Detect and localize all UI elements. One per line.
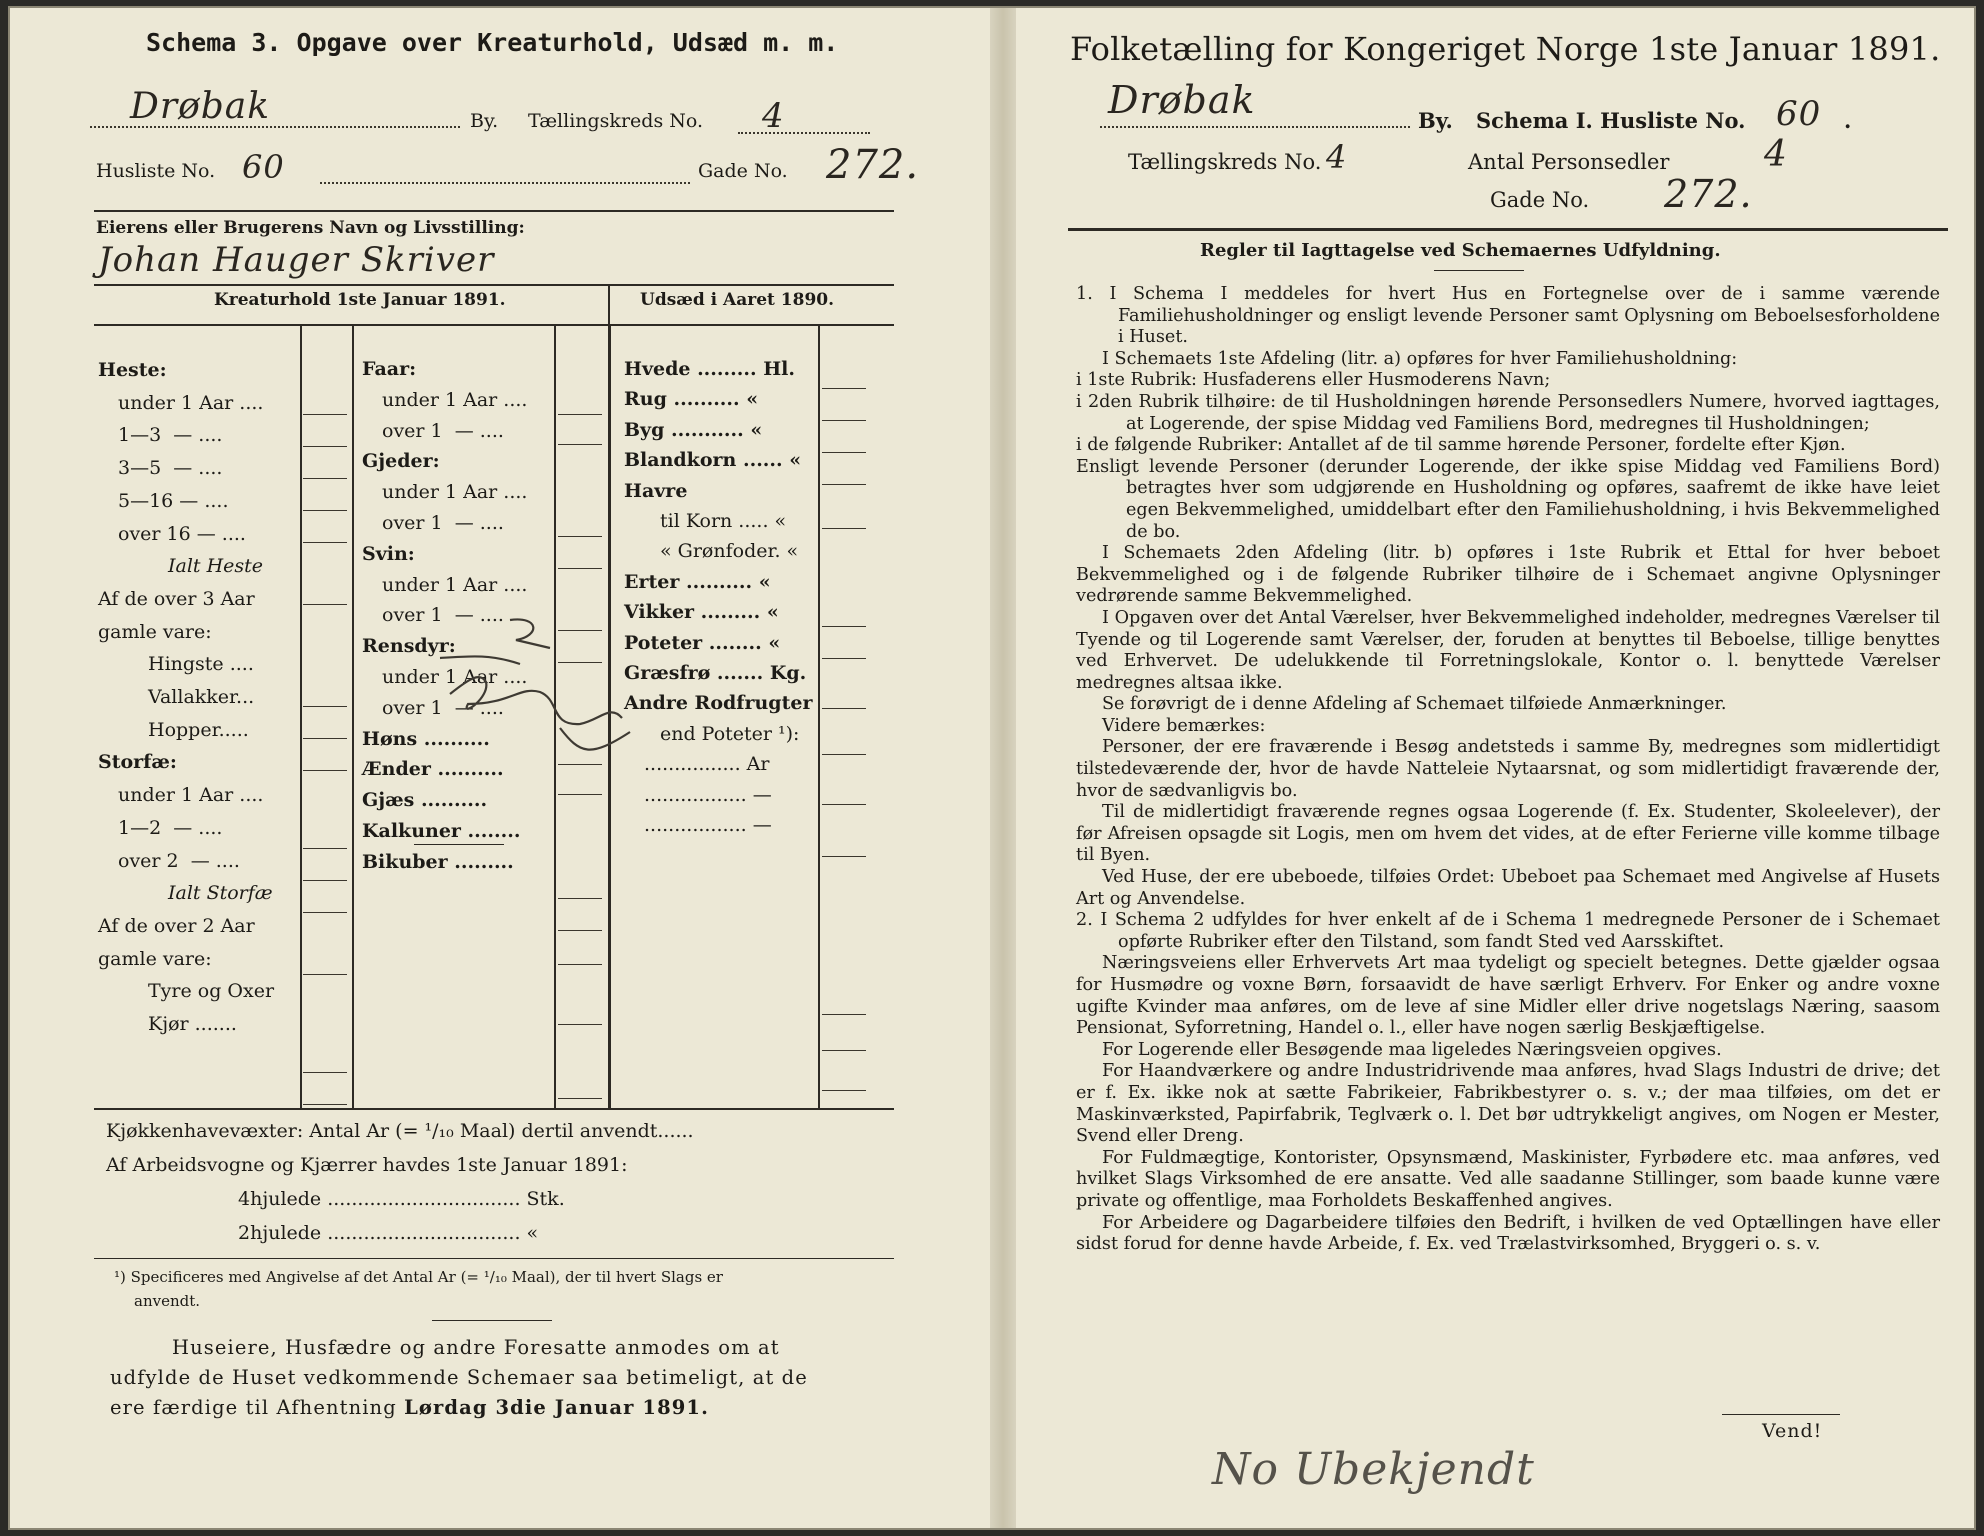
form-row: Erter .......... «	[624, 570, 771, 593]
separator	[414, 844, 504, 845]
hjul4-line: 4hjulede ................................ Stk.	[238, 1188, 565, 1210]
notice-deadline: Lørdag 3die Januar 1891.	[404, 1396, 709, 1419]
rule-paragraph: Personer, der ere fraværende i Besøg andetsteds i samme By, medregnes som midlertidigt tilstedeværende der, hvor de havde Natteleie Nytaarsnat, og som midlertidigt fraværende der, hvor de sædvanligvis bo.	[1076, 737, 1940, 801]
rule-paragraph: For Logerende eller Besøgende maa ligeledes Næringsveien opgives.	[1102, 1039, 1722, 1060]
form-row: under 1 Aar ....	[118, 391, 264, 414]
kjokken-line: Kjøkkenhavevæxter: Antal Ar (= ¹/₁₀ Maal) dertil anvendt......	[106, 1120, 694, 1142]
rule-paragraph: For Fuldmægtige, Kontorister, Opsynsmænd, Maskinister, Fyrbødere etc. maa anføres, ved hvilket Slags Virksomhed de ere ansatte. Ved alle saadanne Stillinger, som baade kunne være private og offentlige, maa Forholdets Beskaffenhed angives.	[1076, 1147, 1940, 1211]
town-dotted-line	[1100, 126, 1410, 128]
blank	[558, 898, 602, 899]
kreatur-column-1	[98, 354, 274, 1041]
rule-paragraph: Til de midlertidigt fraværende regnes ogsaa Logerende (f. Ex. Studenter, Skoleelever), der før Afreisen opsagde sit Logis, men om hvem det vides, at de efter Ferierne ville komme tilbage til Byen.	[1076, 802, 1940, 866]
notice-line-3-text: ere færdige til Afhentning	[110, 1396, 405, 1419]
rule-paragraph: For Arbeidere og Dagarbeidere tilføies den Bedrift, i hvilken de ved Optællingen have eller sidst forud for denne havde Arbeide, f. Ex. ved Trælastvirksomhed, Bryggeri o. s. v.	[1076, 1212, 1940, 1255]
rule-paragraph: I Schemaets 1ste Afdeling (litr. a) opføres for hver Familiehusholdning:	[1102, 348, 1738, 369]
antal-label: Antal Personsedler	[1468, 150, 1670, 174]
form-row: Hopper.....	[148, 718, 249, 741]
kreds-label: Tællingskreds No.	[528, 110, 703, 132]
rule-paragraph: Videre bemærkes:	[1102, 715, 1266, 736]
antal-handwritten: 4	[1764, 134, 1788, 175]
kreds-dotted-line	[738, 132, 870, 134]
blank	[822, 626, 866, 627]
rule-paragraph: I Schemaets 2den Afdeling (litr. b) opføres i 1ste Rubrik et Ettal for hver beboet Bekvemmelighed og i de følgende Rubriker tilhøire de i Schemaet angivne Oplysninger vedrørende samme Bekvemmelighed.	[1076, 543, 1940, 607]
form-row: Poteter ........ «	[624, 631, 781, 654]
blank	[822, 804, 866, 805]
blank	[303, 880, 347, 881]
blank	[303, 912, 347, 913]
form-row: over 1 — ....	[382, 604, 504, 627]
form-row: over 1 — ....	[382, 511, 504, 534]
form-row: ................ Ar	[644, 753, 770, 776]
form-row: over 16 — ....	[118, 522, 246, 545]
husliste-handwritten: 60	[1776, 94, 1822, 134]
form-row: Vallakker...	[148, 686, 255, 709]
form-row: Hingste ....	[148, 653, 254, 676]
blank	[303, 706, 347, 707]
rule-footnote	[94, 1258, 894, 1259]
rules-separator	[1434, 270, 1524, 271]
rule-table-bottom	[94, 1108, 894, 1110]
rule-paragraph: i de følgende Rubriker: Antallet af de til samme hørende Personer, fordelte efter Kjøn.	[1076, 435, 1846, 456]
form-row: under 1 Aar ....	[118, 784, 264, 807]
blank	[303, 542, 347, 543]
blank	[822, 452, 866, 453]
kreds-handwritten: 4	[1326, 138, 1348, 176]
form-row: Rug .......... «	[624, 388, 759, 411]
hjul2-line: 2hjulede ................................ «	[238, 1222, 539, 1244]
schema3-title: Schema 3. Opgave over Kreaturhold, Udsæd m. m.	[146, 28, 839, 57]
form-row: Ialt Storfæ	[168, 882, 273, 905]
census-title: Folketælling for Kongeriget Norge 1ste Januar 1891.	[1070, 30, 1941, 68]
form-row: gamle vare:	[98, 947, 212, 970]
husliste-dotted-line	[320, 182, 690, 184]
form-row: Byg ........... «	[624, 418, 763, 441]
form-row: over 2 — ....	[118, 849, 240, 872]
blank	[558, 1024, 602, 1025]
rules-title: Regler til Iagttagelse ved Schemaernes Udfyldning.	[1200, 240, 1721, 261]
blank	[303, 604, 347, 605]
form-row: 1—2 — ....	[118, 816, 223, 839]
form-row: Ænder ..........	[362, 758, 504, 781]
rule-table-top	[94, 284, 894, 286]
blank	[558, 536, 602, 537]
schema-husliste-label: Schema I. Husliste No.	[1476, 108, 1746, 133]
kreds-handwritten: 4	[762, 96, 785, 136]
udsaed-column	[624, 354, 812, 841]
town-handwritten: Drøbak	[1108, 78, 1256, 122]
town-dotted-line	[90, 126, 460, 128]
form-row: Ialt Heste	[168, 555, 264, 578]
form-row: Af de over 3 Aar	[98, 587, 255, 610]
blank	[303, 510, 347, 511]
blank	[822, 1014, 866, 1015]
blank	[558, 930, 602, 931]
pencil-scribble	[390, 608, 640, 798]
blank	[558, 414, 602, 415]
form-row: Faar:	[362, 358, 417, 380]
form-row: Høns ..........	[362, 727, 490, 750]
form-row: Af de over 2 Aar	[98, 914, 255, 937]
spine	[990, 8, 1016, 1528]
form-row: ................. —	[644, 783, 772, 806]
form-row: over 1 — ....	[382, 696, 504, 719]
col-divider-2	[352, 326, 354, 1108]
blank	[822, 484, 866, 485]
footnote-2: anvendt.	[134, 1292, 201, 1310]
blank	[303, 1072, 347, 1073]
gade-label: Gade No.	[1490, 188, 1590, 212]
form-row: 3—5 — ....	[118, 457, 223, 480]
arbeid-line: Af Arbeidsvogne og Kjærrer havdes 1ste Januar 1891:	[106, 1154, 628, 1176]
form-row: Hvede ......... Hl.	[624, 358, 795, 380]
rule-header-bottom	[94, 324, 894, 326]
header-divider	[608, 286, 610, 324]
husliste-label: Husliste No.	[96, 160, 216, 182]
blank	[822, 658, 866, 659]
blank	[822, 1050, 866, 1051]
blank	[558, 444, 602, 445]
form-row: Græsfrø ....... Kg.	[624, 662, 807, 685]
form-row: Kalkuner ........	[362, 819, 521, 842]
left-page	[10, 8, 990, 1528]
blank	[303, 738, 347, 739]
blank	[822, 528, 866, 529]
form-row: Rensdyr:	[362, 635, 456, 658]
census-sheet	[8, 6, 1976, 1530]
form-row: Gjæs ..........	[362, 789, 488, 812]
form-row: Havre	[624, 479, 688, 502]
rule-paragraph: 1. I Schema I meddeles for hvert Hus en Fortegnelse over de i samme værende Familiehusholdninger og ensligt levende Personer samt Oplysning om Beboelsesforholdene i Huset.	[1076, 284, 1940, 348]
blank	[822, 754, 866, 755]
kreds-label: Tællingskreds No.	[1128, 150, 1322, 174]
rule-paragraph: Ensligt levende Personer (derunder Logerende, der ikke spise Middag ved Familiens Bord) betragtes hver som udgjørende en Husholdning og opføres, saafremt de ikke have leiet egen Bekvemmelighed, umiddelbart efter den Familiehusholdning, i hvis Bekvemmelighed de bo.	[1076, 456, 1940, 542]
bottom-handwritten-note: No Ubekjendt	[1212, 1444, 1535, 1495]
form-row: til Korn ..... «	[660, 510, 787, 533]
form-row: Kjør .......	[148, 1013, 237, 1036]
gade-label: Gade No.	[698, 160, 788, 182]
by-label: By.	[470, 110, 499, 132]
form-row: Bikuber .........	[362, 850, 514, 873]
form-row: 5—16 — ....	[118, 489, 229, 512]
gade-handwritten: 272.	[1664, 172, 1753, 216]
husliste-handwritten: 60	[242, 148, 285, 186]
form-row: Heste:	[98, 359, 167, 381]
form-row: over 1 — ....	[382, 419, 504, 442]
form-row: ................. —	[644, 814, 772, 837]
husliste-period: .	[1844, 108, 1852, 133]
form-row: 1—3 — ....	[118, 424, 223, 447]
notice-line-3	[110, 1396, 709, 1419]
form-row: under 1 Aar ....	[382, 573, 528, 596]
form-row: under 1 Aar ....	[382, 665, 528, 688]
blank	[303, 1104, 347, 1105]
notice-line-1: Huseiere, Husfædre og andre Foresatte anmodes om at	[172, 1336, 780, 1359]
blank	[822, 420, 866, 421]
rule-paragraph: Ved Huse, der ere ubeboede, tilføies Ordet: Ubeboet paa Schemaet med Angivelse af Husets Art og Anvendelse.	[1076, 867, 1940, 909]
col-divider-5	[818, 326, 820, 1108]
form-row: under 1 Aar ....	[382, 481, 528, 504]
vend-label: Vend!	[1762, 1420, 1823, 1442]
rule-paragraph: 2. I Schema 2 udfyldes for hver enkelt af de i Schema 1 medregnede Personer de i Schemaet opførte Rubriker efter den Tilstand, som fandt Sted ved Aarsskiftet.	[1076, 910, 1940, 952]
form-row: Andre Rodfrugter	[624, 692, 813, 715]
blank	[558, 1098, 602, 1099]
rule-top	[94, 210, 894, 212]
blank	[303, 974, 347, 975]
rule-title	[1068, 228, 1948, 231]
blank	[303, 414, 347, 415]
rules-body	[1076, 284, 1940, 1256]
footnote-separator	[432, 1320, 552, 1321]
form-row: Gjeder:	[362, 450, 440, 473]
form-row: Svin:	[362, 542, 415, 565]
blank	[558, 964, 602, 965]
rule-paragraph: I Opgaven over det Antal Værelser, hver Bekvemmelighed indeholder, medregnes Værelser til Tyende og til Logerende samt Værelser, der, foruden at benyttes til Beboelse, tillige benyttes ved Erhvervet. De udelukkende til Forretningslokale, Kontor o. l. benyttede Værelser medregnes altsaa ikke.	[1076, 607, 1940, 693]
blank	[303, 848, 347, 849]
blank	[303, 770, 347, 771]
blank	[822, 1090, 866, 1091]
blank	[558, 568, 602, 569]
form-row: Vikker ......... «	[624, 601, 779, 624]
form-row: end Poteter ¹):	[660, 722, 800, 745]
form-row: Tyre og Oxer	[148, 980, 275, 1003]
owner-label: Eierens eller Brugerens Navn og Livsstilling:	[96, 218, 525, 238]
form-row: « Grønfoder. «	[660, 540, 799, 563]
form-row: under 1 Aar ....	[382, 388, 528, 411]
town-handwritten: Drøbak	[130, 86, 271, 127]
blank	[822, 708, 866, 709]
form-row: gamle vare:	[98, 620, 212, 643]
notice-line-2: udfylde de Huset vedkommende Schemaer saa betimeligt, at de	[110, 1366, 808, 1389]
rule-paragraph: i 1ste Rubrik: Husfaderens eller Husmoderens Navn;	[1076, 370, 1551, 391]
rule-paragraph: Næringsveiens eller Erhvervets Art maa tydeligt og specielt betegnes. Dette gjælder ogsaa for Husmødre og voxne Børn, forsaavidt de have særligt Erhverv. For Enker og andre voxne ugifte Kvinder maa anføres, om de leve af sine Midler eller drive nogetslags Næring, saasom Pensionat, Syforretning, Handel o. l., eller have nogen særlig Beskjæftigelse.	[1076, 953, 1940, 1039]
blank	[303, 478, 347, 479]
form-row: Storfæ:	[98, 751, 177, 774]
udsaed-header: Udsæd i Aaret 1890.	[640, 290, 835, 310]
owner-handwritten: Johan Hauger Skriver	[98, 240, 495, 280]
rule-paragraph: i 2den Rubrik tilhøire: de til Husholdningen hørende Personsedlers Numere, hvorved iagttages, at Logerende, der spise Middag ved Familiens Bord, medregnes til Husholdningen;	[1076, 391, 1940, 434]
vend-rule	[1722, 1414, 1840, 1415]
blank	[822, 856, 866, 857]
footnote-1: ¹) Specificeres med Angivelse af det Antal Ar (= ¹/₁₀ Maal), der til hvert Slags er	[114, 1268, 723, 1286]
blank	[822, 388, 866, 389]
col-divider-1	[300, 326, 302, 1108]
blank	[303, 446, 347, 447]
form-row: Blandkorn ...... «	[624, 449, 802, 472]
kreatur-header: Kreaturhold 1ste Januar 1891.	[214, 290, 506, 310]
right-page	[1016, 8, 1974, 1528]
rule-paragraph: For Haandværkere og andre Industridrivende maa anføres, hvad Slags Industri de drive; det er f. Ex. ikke nok at sætte Fabrikeier, Fabrikbestyrer o. s. v.; der maa tilføies, om det er Maskinværksted, Papirfabrik, Teglværk o. l. Det bør udtrykkeligt angives, om Nogen er Mester, Svend eller Dreng.	[1076, 1061, 1940, 1147]
by-label: By.	[1418, 108, 1453, 133]
rule-paragraph: Se forøvrigt de i denne Afdeling af Schemaet tilføiede Anmærkninger.	[1102, 694, 1727, 715]
gade-handwritten: 272.	[826, 142, 920, 188]
